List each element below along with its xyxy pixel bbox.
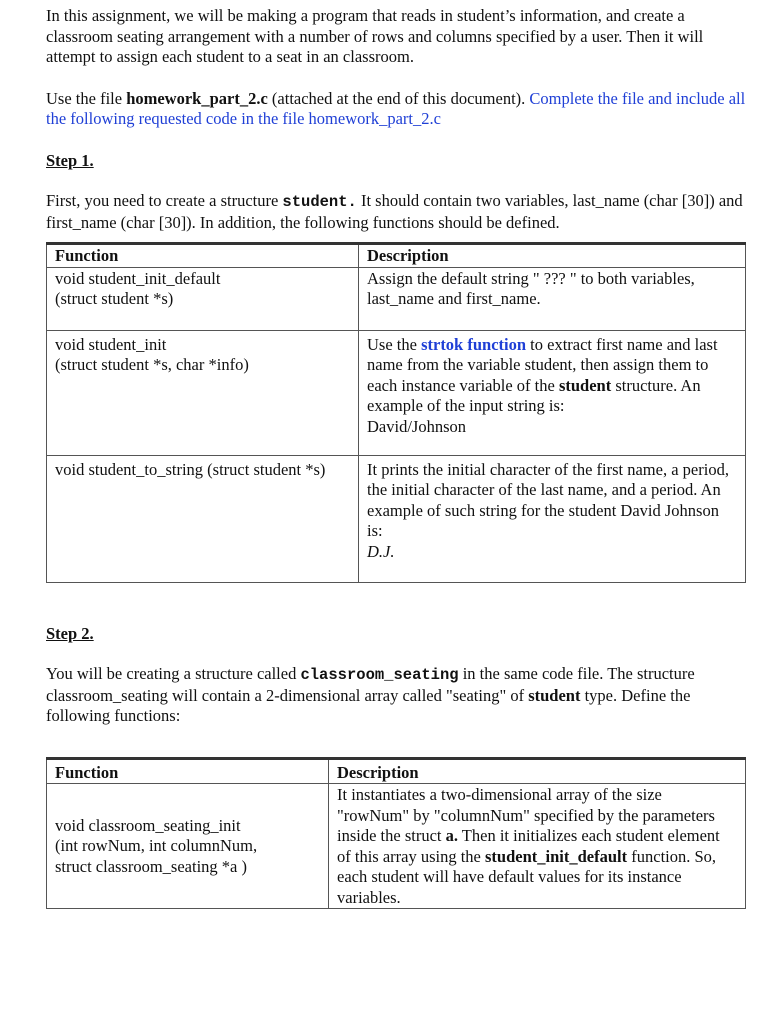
student-keyword: student bbox=[558, 375, 612, 395]
table-row bbox=[47, 455, 746, 582]
desc-text: function. So, each student will have default values for its instance variables. bbox=[337, 846, 717, 907]
step1-struct-name: student. bbox=[282, 193, 357, 211]
document-page bbox=[46, 6, 746, 909]
homework-filename: homework_part_2.c bbox=[126, 88, 268, 108]
step1-function-table bbox=[46, 242, 746, 583]
desc-text: It prints the initial character of the first name, a period, the initial character of the last name, and a period. An example of such string for the student David Johnson is: bbox=[367, 459, 729, 540]
desc-text: Use the bbox=[367, 334, 422, 354]
description-cell bbox=[359, 455, 746, 582]
file-instruction-highlight: Complete the file and include all the following requested code in the file homework_part_2.c bbox=[46, 88, 746, 128]
desc-text: to extract first name and last name from the variable student, then assign them to each instance variable of the bbox=[367, 334, 718, 395]
step2-intro-pre: You will be creating a structure called bbox=[46, 664, 301, 683]
step1-heading: Step 1. bbox=[46, 150, 94, 170]
strtok-highlight: strtok function bbox=[421, 334, 527, 354]
desc-text: It instantiates a two-dimensional array of the size "rowNum" by "columnNum" specified by the parameters inside the struct bbox=[337, 785, 715, 845]
step1-intro-post: It should contain two variables, last_name (char [30]) and first_name (char [30]). In addition, the following functions should be defined. bbox=[46, 191, 743, 232]
intro-paragraph: In this assignment, we will be making a program that reads in student’s information, and create a classroom seating arrangement with a number of rows and columns specified by a user. Then it will attempt to assign each student to a seat in an classroom. bbox=[46, 6, 704, 66]
example-output: D.J. bbox=[367, 541, 395, 561]
file-instruction-mid: (attached at the end of this document). bbox=[267, 88, 530, 108]
step1-intro-pre: First, you need to create a structure bbox=[46, 191, 283, 210]
table-row bbox=[47, 330, 746, 455]
file-instruction-paragraph bbox=[46, 89, 746, 130]
description-column-header: Description bbox=[359, 244, 746, 268]
step2-function-table bbox=[46, 757, 746, 910]
table-header-row bbox=[47, 244, 746, 268]
function-cell: void student_to_string (struct student *s) bbox=[47, 455, 359, 582]
desc-text: Then it initializes each student element of this array using the bbox=[337, 826, 720, 866]
description-column-header: Description bbox=[329, 758, 746, 784]
description-cell bbox=[329, 784, 746, 909]
description-cell bbox=[359, 330, 746, 455]
step2-heading: Step 2. bbox=[46, 623, 94, 643]
function-cell: void student_init_default (struct student *s) bbox=[47, 267, 359, 330]
student-type-keyword: student bbox=[528, 685, 581, 705]
step1-intro bbox=[46, 191, 746, 233]
step2-intro-mid: in the same code file. The structure classroom_seating will contain a 2-dimensional array called "seating" of bbox=[46, 664, 695, 705]
function-column-header: Function bbox=[47, 758, 329, 784]
function-column-header: Function bbox=[47, 244, 359, 268]
student-init-default-keyword: student_init_default bbox=[485, 846, 628, 866]
function-cell: void student_init (struct student *s, char *info) bbox=[47, 330, 359, 455]
step2-intro-post: type. Define the following functions: bbox=[46, 685, 691, 725]
step2-struct-name: classroom_seating bbox=[300, 666, 459, 684]
struct-a-keyword: a. bbox=[445, 826, 458, 845]
table-header-row bbox=[47, 758, 746, 784]
description-cell: Assign the default string " ??? " to both variables, last_name and first_name. bbox=[359, 267, 746, 330]
example-input: David/Johnson bbox=[367, 416, 466, 436]
table-row bbox=[47, 784, 746, 909]
file-instruction-pre: Use the file bbox=[46, 88, 127, 108]
step2-intro bbox=[46, 664, 746, 727]
desc-text: structure. An example of the input string is: bbox=[367, 375, 701, 415]
table-row bbox=[47, 267, 746, 330]
function-cell: void classroom_seating_init (int rowNum, int columnNum, struct classroom_seating *a ) bbox=[47, 784, 329, 909]
